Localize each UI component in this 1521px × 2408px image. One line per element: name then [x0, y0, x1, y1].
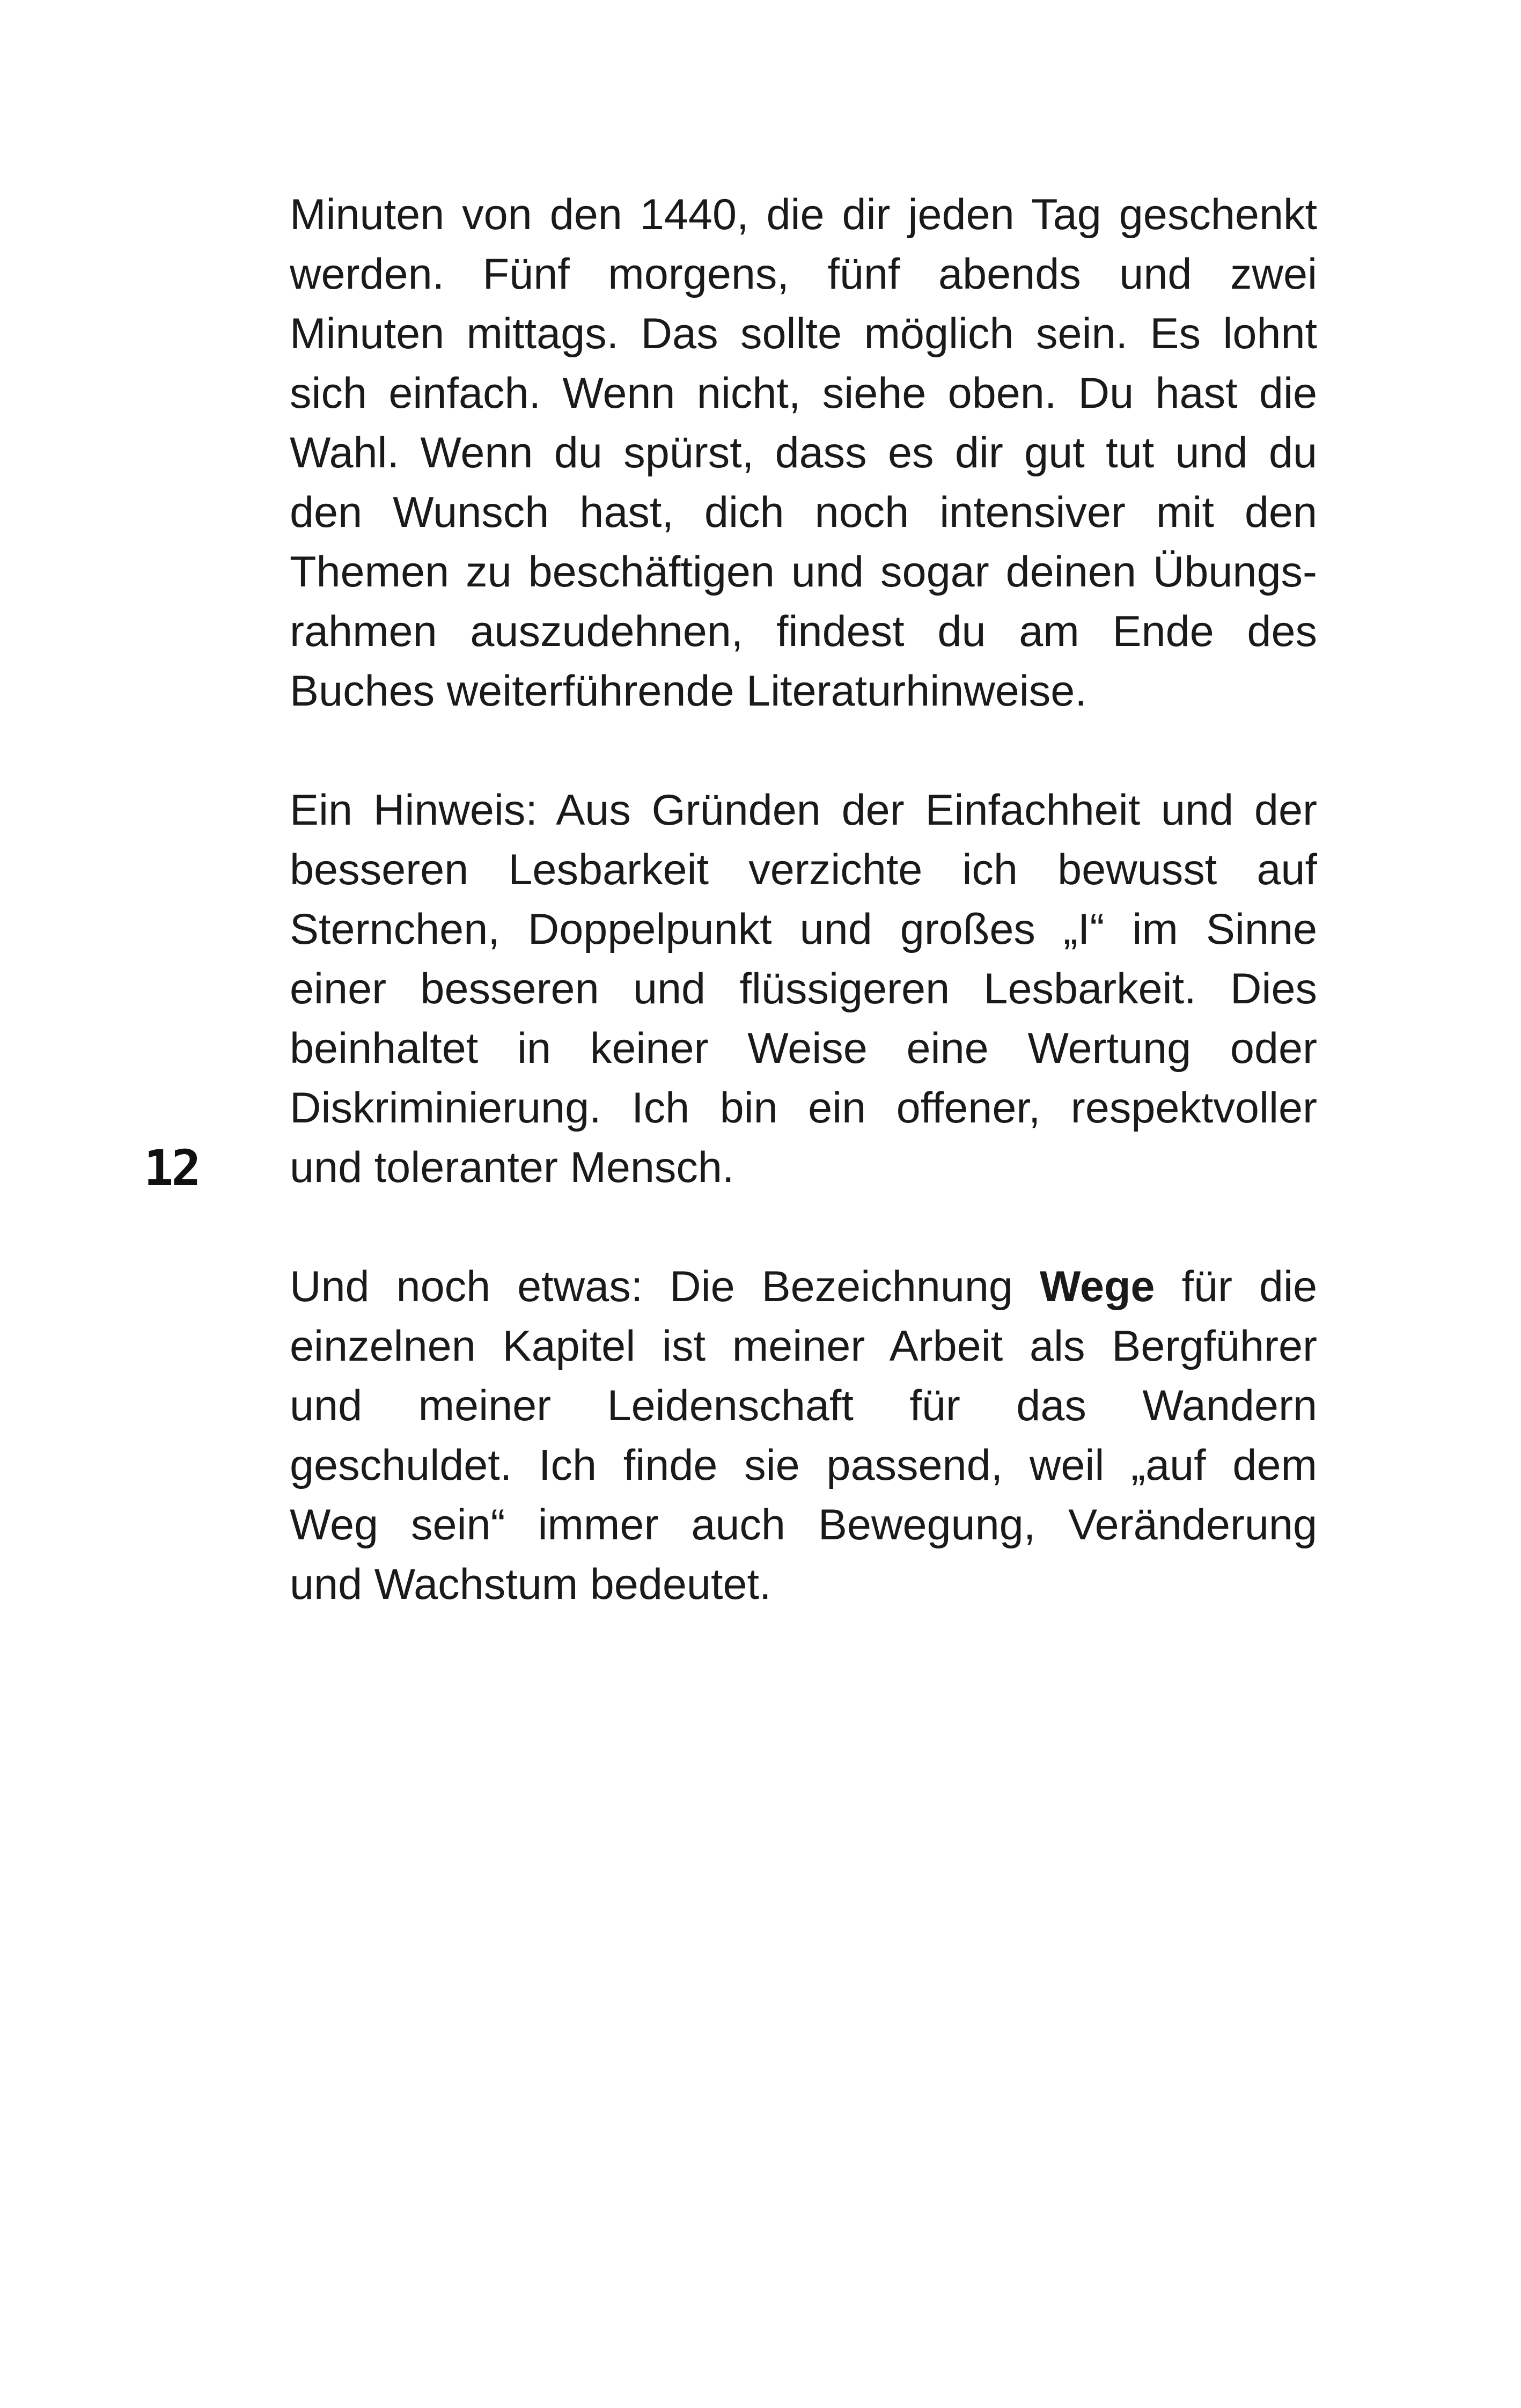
- text-line: werden. Fünf morgens, fünf abends und zwei: [290, 250, 1317, 298]
- text-line: einer besseren und flüssigeren Lesbarkeit. Dies: [290, 965, 1317, 1013]
- text-line: sich einfach. Wenn nicht, siehe oben. Du hast die: [290, 369, 1317, 417]
- text-segment: für die: [1181, 1262, 1317, 1311]
- bold-term: Wege: [1039, 1262, 1155, 1311]
- text-line: [290, 1257, 1317, 1317]
- text-line: Minuten mittags. Das sollte möglich sein. Es lohnt: [290, 310, 1317, 358]
- text-line: geschuldet. Ich finde sie passend, weil „auf dem: [290, 1441, 1317, 1489]
- text-line: Wahl. Wenn du spürst, dass es dir gut tut und du: [290, 429, 1317, 477]
- text-line: und Wachstum bedeutet.: [290, 1560, 771, 1609]
- paragraph-1: [290, 185, 1317, 721]
- text-line: Buches weiterführende Literaturhinweise.: [290, 667, 1087, 715]
- text-line: und meiner Leidenschaft für das Wandern: [290, 1382, 1317, 1430]
- text-line: den Wunsch hast, dich noch intensiver mit den: [290, 488, 1317, 537]
- body-text: [290, 185, 1317, 1614]
- paragraph-2: [290, 781, 1317, 1198]
- text-line: Minuten von den 1440, die dir jeden Tag geschenkt: [290, 190, 1317, 239]
- text-line: Themen zu beschäftigen und sogar deinen Übungs-: [290, 548, 1317, 596]
- text-line: besseren Lesbarkeit verzichte ich bewusst auf: [290, 846, 1317, 894]
- text-line: Weg sein“ immer auch Bewegung, Veränderung: [290, 1501, 1317, 1549]
- text-line: Sternchen, Doppelpunkt und großes „I“ im Sinne: [290, 905, 1317, 953]
- text-line: beinhaltet in keiner Weise eine Wertung oder: [290, 1024, 1317, 1073]
- text-segment: Und noch etwas: Die Bezeichnung: [290, 1262, 1013, 1311]
- paragraph-3: [290, 1257, 1317, 1614]
- text-line: Ein Hinweis: Aus Gründen der Einfachheit und der: [290, 786, 1317, 834]
- text-line: und toleranter Mensch.: [290, 1143, 734, 1192]
- page-number: 12: [144, 1140, 199, 1197]
- text-line: einzelnen Kapitel ist meiner Arbeit als Bergführer: [290, 1322, 1317, 1370]
- text-line: Diskriminierung. Ich bin ein offener, respektvoller: [290, 1084, 1317, 1132]
- text-line: rahmen auszudehnen, findest du am Ende des: [290, 607, 1317, 656]
